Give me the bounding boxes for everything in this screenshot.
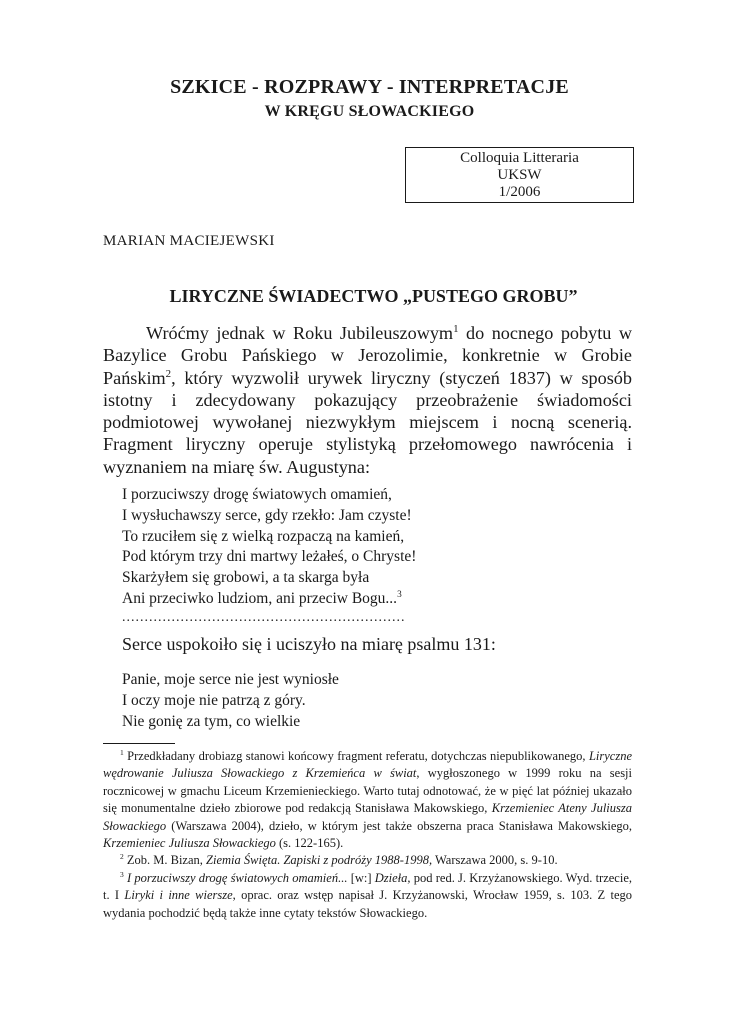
poem-line: To rzuciłem się z wielką rozpaczą na kamień, xyxy=(122,527,405,545)
series-issue: 1/2006 xyxy=(498,184,541,200)
footnote-text: Warszawa 2000, s. 9-10. xyxy=(432,853,558,868)
footnote-text: pod red. J. Krzyżanowskiego. Wyd. trzecie, t. I xyxy=(103,870,632,903)
footnote-2 xyxy=(103,852,632,869)
poem-line: Nie gonię za tym, co wielkie xyxy=(122,712,301,730)
footnote-number: 2 xyxy=(120,852,124,862)
footnotes xyxy=(103,748,632,922)
footnote-text: , oprac. oraz wstęp napisał J. Krzyżanowski, Wrocław 1959, s. 103. Z tego wydania pochodzić będą także inne cytaty tekstów Słowackiego. xyxy=(103,888,632,920)
footnote-3 xyxy=(103,870,632,922)
footnote-title: Liryczne wędrowanie Juliusza Słowackiego z Krzemieńca w świat xyxy=(103,749,632,781)
footnote-title: Krzemieniec Juliusza Słowackiego xyxy=(103,836,276,851)
article-title: LIRYCZNE ŚWIADECTWO „PUSTEGO GROBU” xyxy=(169,286,578,306)
footnote-ref-3[interactable]: 3 xyxy=(397,589,402,600)
footnote-title: Ziemia Święta. Zapiski z podróży 1988-1998, xyxy=(206,853,433,868)
poem-quote-1 xyxy=(122,485,416,610)
intro-text-3: , który wyzwolił urywek liryczny (styczeń 1837) w sposób istotny i zdecydowany pokazujący przeobrażenie świadomości podmiotowej wywołanej niezwykłym miejscem i nocną scenerią. Fragment liryczny operuje stylistyką przełomowego nawrócenia i wyznaniem na miarę św. Augustyna: xyxy=(103,367,632,477)
poem-line: I wysłuchawszy serce, gdy rzekło: Jam czyste! xyxy=(122,506,412,524)
footnote-text: (Warszawa 2004), dzieło, w którym jest także obszerna praca Stanisława Makowskiego, xyxy=(166,818,632,833)
poem-quote-2 xyxy=(122,670,339,732)
footnote-title: Krzemieniec Ateny Juliusza Słowackiego xyxy=(103,801,632,833)
footnote-1 xyxy=(103,748,632,852)
footnote-title: I porzuciwszy drogę światowych omamień... xyxy=(127,870,348,885)
footnote-divider xyxy=(103,743,175,744)
poem-line xyxy=(122,589,416,610)
footnote-text: Przedkładany drobiazg stanowi końcowy fragment referatu, dotychczas niepublikowanego, xyxy=(123,749,589,763)
footnote-title: Liryki i inne wiersze xyxy=(124,888,233,903)
transition-sentence: Serce uspokoiło się i uciszyło na miarę psalmu 131: xyxy=(122,634,496,654)
footnote-number: 3 xyxy=(120,869,124,879)
footnote-text: Zob. M. Bizan, xyxy=(123,853,207,868)
poem-line: I oczy moje nie patrzą z góry. xyxy=(122,691,306,709)
footnote-text: [w:] xyxy=(347,870,375,885)
footnote-number: 1 xyxy=(120,747,124,757)
footnote-title: Dzieła, xyxy=(374,870,411,885)
intro-text-2: do nocnego pobytu w Bazylice Grobu Pańskiego w Jerozolimie, konkretnie w Grobie Pańskim xyxy=(103,323,632,388)
footnote-text: (s. 122-165). xyxy=(275,836,344,851)
intro-text-1: Wróćmy jednak w Roku Jubileuszowym xyxy=(146,323,454,343)
header-subtitle: W KRĘGU SŁOWACKIEGO xyxy=(264,103,475,120)
header-title: SZKICE - ROZPRAWY - INTERPRETACJE xyxy=(170,76,569,98)
footnote-ref-2[interactable]: 2 xyxy=(165,367,172,380)
poem-line: Skarżyłem się grobowi, a ta skarga była xyxy=(122,569,370,587)
footnote-ref-1[interactable]: 1 xyxy=(453,322,459,335)
intro-paragraph xyxy=(103,322,632,478)
poem-line: Panie, moje serce nie jest wyniosłe xyxy=(122,671,339,688)
author-name: MARIAN MACIEJEWSKI xyxy=(103,233,275,249)
poem-line: I porzuciwszy drogę światowych omamień, xyxy=(122,486,392,503)
footnote-text: , wygłoszonego w 1999 roku na sesji rocznicowej w gmachu Liceum Krzemienieckiego. Warto tutaj odnotować, że w pięć lat później ukazało się monumentalne dzieło zbiorowe pod redakcją Stanisława Makowskiego, xyxy=(103,766,632,816)
series-name: Colloquia Litteraria xyxy=(460,150,579,166)
series-publisher: UKSW xyxy=(497,167,542,183)
poem-line: Pod którym trzy dni martwy leżałeś, o Chryste! xyxy=(122,548,417,566)
series-info-box xyxy=(405,147,634,203)
omission-dots: ............................................................... xyxy=(122,610,406,625)
poem-line-text: Ani przeciwko ludziom, ani przeciw Bogu... xyxy=(122,589,398,607)
